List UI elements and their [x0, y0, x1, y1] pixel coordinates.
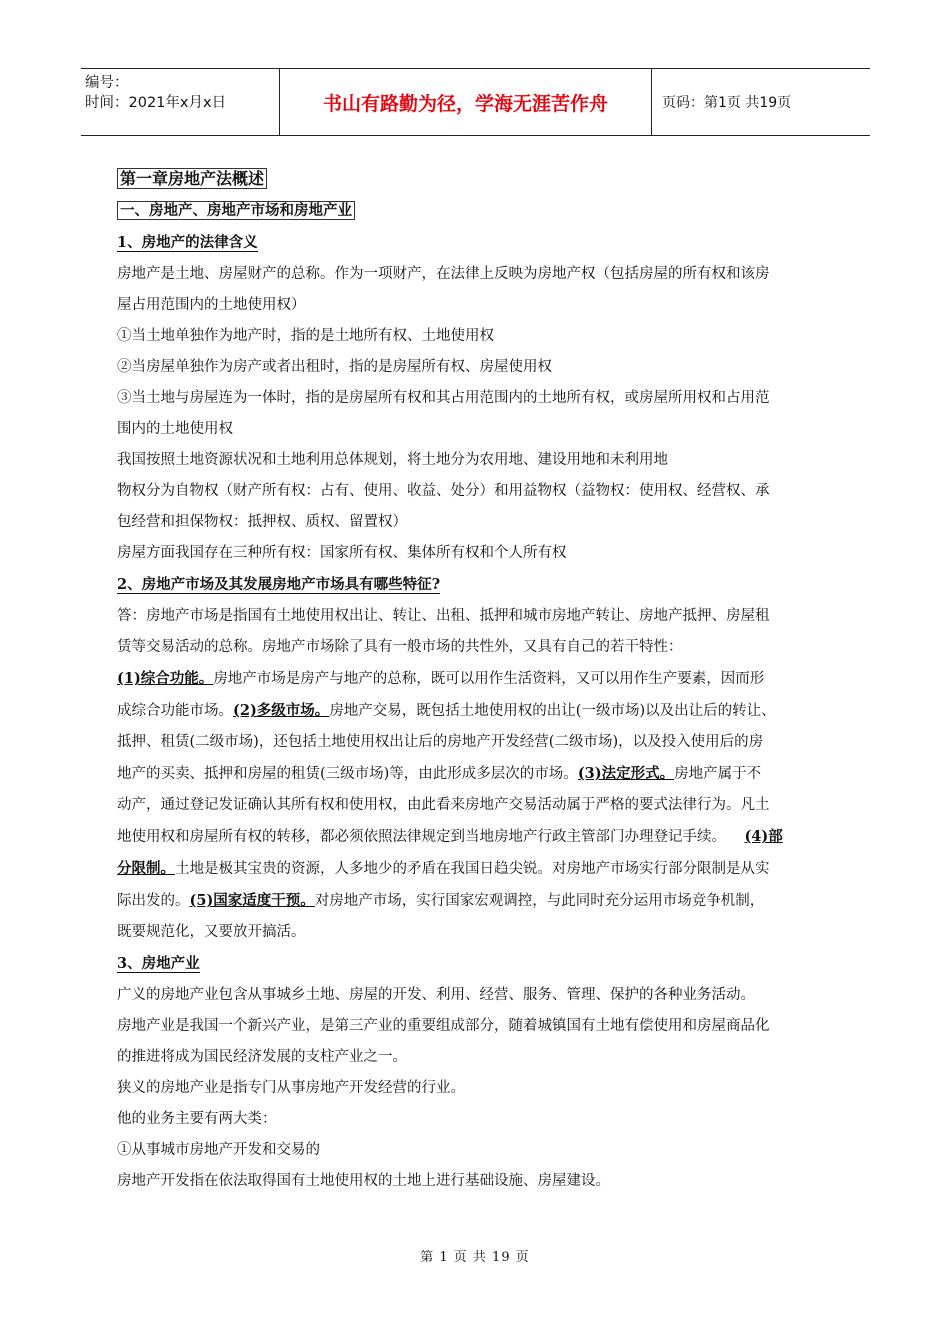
feature-3-label: (3)法定形式。: [577, 765, 675, 782]
feature-1-text: 房地产市场是房产与地产的总称，既可以用作生活资料，又可以用作生产要素，因而形: [213, 671, 765, 687]
paragraph-line: ③当土地与房屋连为一体时，指的是房屋所有权和其占用范围内的土地所有权，或房屋所用权和占用范: [117, 390, 770, 406]
paragraph-line: ②当房屋单独作为房产或者出租时，指的是房屋所有权、房屋使用权: [117, 359, 552, 375]
paragraph-line: 房屋方面我国存在三种所有权：国家所有权、集体所有权和个人所有权: [117, 545, 567, 561]
feature-line: [117, 885, 852, 917]
paragraph-line: 围内的土地使用权: [117, 421, 233, 437]
feature-5-label: (5)国家适度干预。: [189, 892, 315, 909]
header-left-cell: [81, 69, 280, 135]
subsection-title-1: [117, 227, 852, 259]
section-title: [117, 195, 852, 227]
document-body: [117, 166, 852, 1197]
feature-line: 既要规范化，又要放开搞活。: [117, 924, 306, 940]
subsection-title-1-text: 1、房地产的法律含义: [117, 234, 258, 251]
subsection-title-3: [117, 948, 852, 980]
feature-5-text: 对房地产市场，实行国家宏观调控，与此同时充分运用市场竞争机制，: [314, 893, 765, 909]
chapter-title: [117, 166, 852, 192]
feature-4-text: 土地是极其宝贵的资源，人多地少的矛盾在我国日趋尖锐。对房地产市场实行部分限制是从实: [175, 861, 770, 877]
page-footer: 第 1 页 共 19 页: [420, 1250, 530, 1265]
feature-4-label: (4)部: [744, 828, 783, 845]
paragraph-line: 屋占用范围内的土地使用权）: [117, 297, 306, 313]
document-number-label: 编号：: [85, 75, 129, 91]
chapter-title-text: 第一章房地产法概述: [117, 168, 267, 189]
feature-line: [117, 821, 852, 853]
feature-2-text: 房地产交易，既包括土地使用权的出让(一级市场)以及出让后的转让、: [329, 703, 776, 719]
feature-line: [117, 758, 852, 790]
paragraph-line: 的推进将成为国民经济发展的支柱产业之一。: [117, 1049, 407, 1065]
feature-1-text-cont: 成综合功能市场。: [117, 703, 233, 719]
feature-3-text-cont: 地使用权和房屋所有权的转移，都必须依照法律规定到当地房地产行政主管部门办理登记手续。: [117, 829, 726, 845]
paragraph-line: 广义的房地产业包含从事城乡土地、房屋的开发、利用、经营、服务、管理、保护的各种业务活动。: [117, 987, 755, 1003]
paragraph-line: 房地产开发指在依法取得国有土地使用权的土地上进行基础设施、房屋建设。: [117, 1173, 610, 1189]
subsection-title-2-text: 2、房地产市场及其发展房地产市场具有哪些特征?: [117, 576, 441, 593]
feature-line: [117, 663, 852, 695]
paragraph-line: 房地产业是我国一个新兴产业，是第三产业的重要组成部分，随着城镇国有土地有偿使用和房屋商品化: [117, 1018, 770, 1034]
feature-line: [117, 853, 852, 885]
feature-4-text-cont: 际出发的。: [117, 893, 190, 909]
paragraph-line: 我国按照土地资源状况和土地利用总体规划，将土地分为农用地、建设用地和未利用地: [117, 452, 668, 468]
feature-1-label: (1)综合功能。: [117, 670, 214, 687]
paragraph-line: 他的业务主要有两大类：: [117, 1111, 277, 1127]
paragraph-line: ①从事城市房地产开发和交易的: [117, 1142, 320, 1158]
paragraph-line: 答：房地产市场是指国有土地使用权出让、转让、出租、抵押和城市房地产转让、房地产抵押、房屋租: [117, 608, 770, 624]
feature-2-text-cont: 地产的买卖、抵押和房屋的租赁(三级市场)等，由此形成多层次的市场。: [117, 766, 578, 782]
feature-line: [117, 695, 852, 727]
feature-line: 动产，通过登记发证确认其所有权和使用权，由此看来房地产交易活动属于严格的要式法律行为。凡土: [117, 797, 770, 813]
feature-4-label-cont: 分限制。: [117, 860, 175, 877]
header-motto: 书山有路勤为径，学海无涯苦作舟: [280, 69, 652, 135]
paragraph-line: 房地产是土地、房屋财产的总称。作为一项财产，在法律上反映为房地产权（包括房屋的所有权和该房: [117, 266, 770, 282]
feature-2-label: (2)多级市场。: [233, 702, 330, 719]
paragraph-line: 狭义的房地产业是指专门从事房地产开发经营的行业。: [117, 1080, 465, 1096]
subsection-title-2: [117, 569, 852, 601]
header-table: [81, 68, 870, 136]
feature-line: 抵押、租赁(二级市场)，还包括土地使用权出让后的房地产开发经营(二级市场)，以及投入使用后的房: [117, 734, 764, 750]
paragraph-line: 赁等交易活动的总称。房地产市场除了具有一般市场的共性外，又具有自己的若干特性：: [117, 639, 683, 655]
paragraph-line: ①当土地单独作为地产时，指的是土地所有权、土地使用权: [117, 328, 494, 344]
subsection-title-3-text: 3、房地产业: [117, 955, 200, 972]
paragraph-line: 包经营和担保物权：抵押权、质权、留置权）: [117, 514, 407, 530]
document-time-label: 时间：2021年x月x日: [85, 95, 227, 111]
paragraph-line: 物权分为自物权（财产所有权：占有、使用、收益、处分）和用益物权（益物权：使用权、经营权、承: [117, 483, 770, 499]
header-page-info: 页码：第1页 共19页: [662, 95, 792, 111]
feature-3-text: 房地产属于不: [674, 766, 762, 782]
section-title-text: 一、房地产、房地产市场和房地产业: [117, 201, 355, 220]
